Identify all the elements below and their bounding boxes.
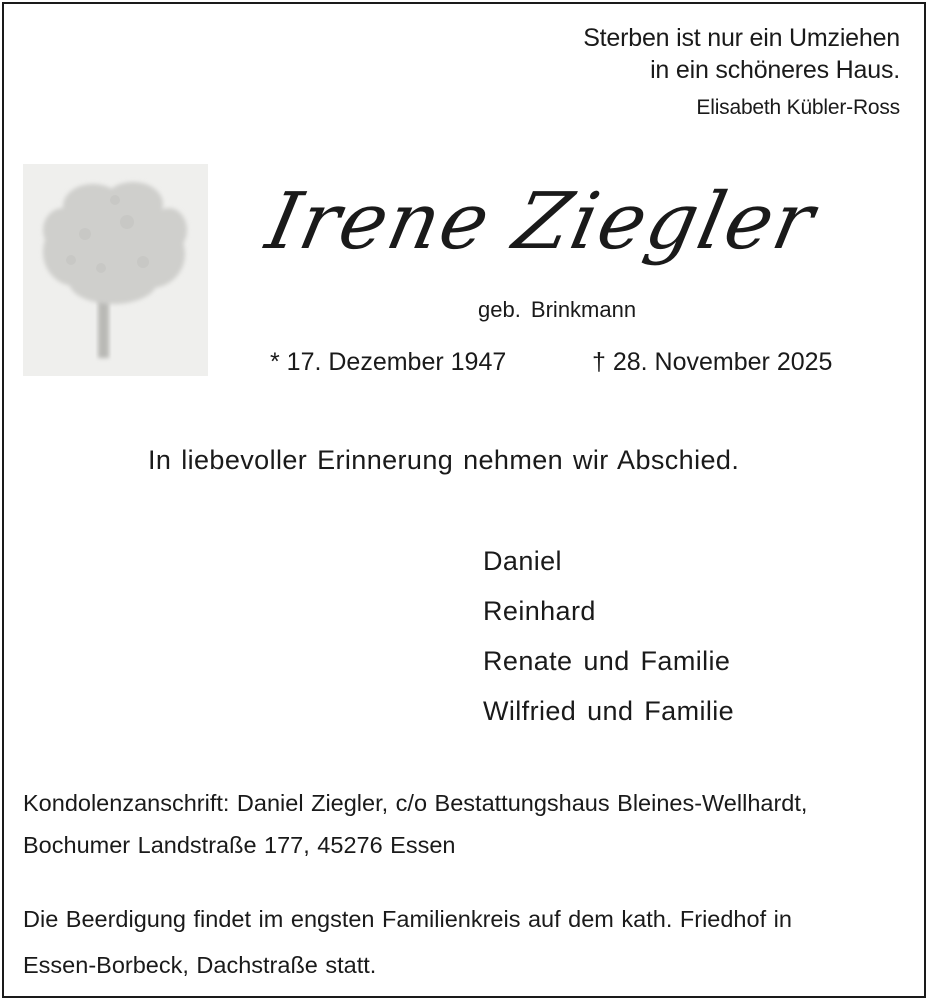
birth-date: * 17. Dezember 1947 [270, 348, 507, 376]
death-date: † 28. November 2025 [592, 348, 833, 376]
tree-icon [23, 164, 208, 376]
mourners-list [483, 536, 734, 736]
funeral-line-2: Essen-Borbeck, Dachstraße statt. [23, 952, 377, 978]
condolence-line-2: Bochumer Landstraße 177, 45276 Essen [23, 832, 456, 858]
deceased-name: Irene Ziegler [259, 177, 824, 267]
quote-line-1: Sterben ist nur ein Umziehen [583, 24, 900, 52]
tree-image [23, 164, 208, 376]
condolence-line-1: Kondolenzanschrift: Daniel Ziegler, c/o Bestattungshaus Bleines-Wellhardt, [23, 790, 808, 816]
mourner-name: Reinhard [483, 596, 596, 626]
funeral-info [23, 896, 913, 988]
quote-line-2: in ein schöneres Haus. [650, 56, 900, 84]
mourner-name: Daniel [483, 546, 562, 576]
mourner-name: Renate und Familie [483, 646, 731, 676]
quote [583, 22, 900, 124]
funeral-line-1: Die Beerdigung findet im engsten Familienkreis auf dem kath. Friedhof in [23, 906, 792, 932]
condolence-address [23, 782, 913, 866]
mourner-name: Wilfried und Familie [483, 696, 735, 726]
farewell-text: In liebevoller Erinnerung nehmen wir Abschied. [148, 445, 740, 475]
birth-name: geb. Brinkmann [478, 297, 637, 322]
quote-author: Elisabeth Kübler-Ross [696, 96, 900, 119]
